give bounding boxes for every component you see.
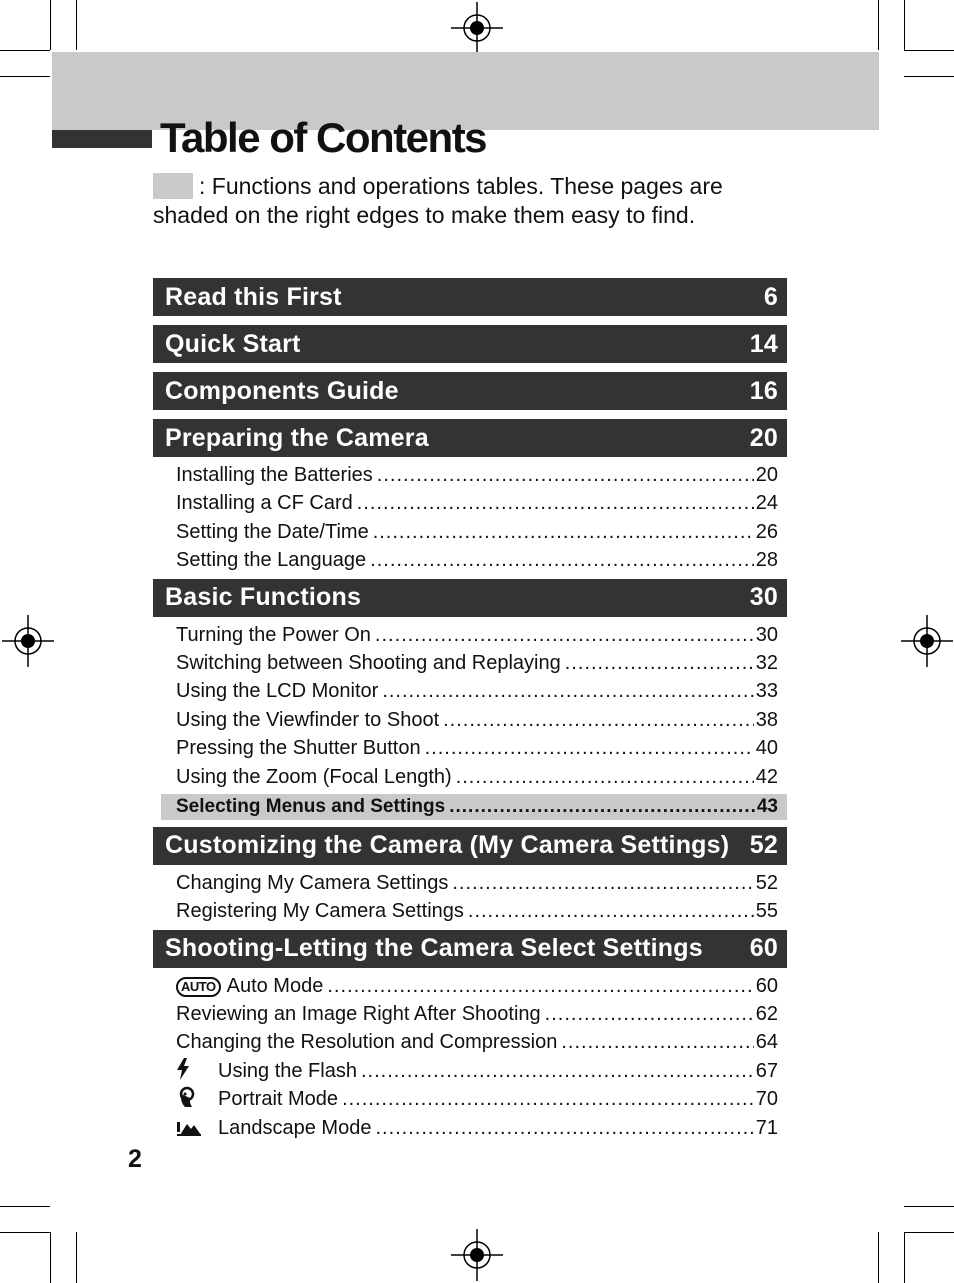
entry-label: Using the Zoom (Focal Length) [176, 765, 452, 788]
entry-label: Changing the Resolution and Compression [176, 1031, 558, 1054]
crop-mark [904, 76, 954, 77]
entry-list [153, 617, 787, 820]
entry-page: 52 [755, 871, 778, 894]
leader-dots [370, 546, 754, 574]
leader-dots [425, 734, 754, 762]
entry-label-with-icon [176, 1085, 338, 1113]
toc-entry[interactable] [153, 546, 787, 574]
section-title: Shooting-Letting the Camera Select Settings [165, 934, 703, 963]
toc-section [153, 325, 787, 363]
crop-mark [878, 0, 879, 50]
section-header[interactable] [153, 579, 787, 617]
toc-entry[interactable] [153, 734, 787, 762]
entry-list [153, 968, 787, 1146]
toc-section [153, 930, 787, 1146]
leader-dots [468, 897, 754, 925]
toc-entry[interactable] [153, 677, 787, 705]
section-title: Preparing the Camera [165, 423, 429, 452]
entry-page: 20 [755, 464, 778, 486]
entry-page: 62 [755, 1003, 778, 1026]
crop-mark [0, 1206, 50, 1207]
toc-entry[interactable] [153, 649, 787, 677]
section-page: 60 [749, 934, 778, 963]
toc-entry[interactable] [153, 1057, 787, 1085]
crop-mark [0, 50, 50, 51]
entry-label: Portrait Mode [218, 1088, 339, 1111]
toc-entry[interactable] [153, 1000, 787, 1028]
leader-dots [357, 489, 754, 517]
toc-section [153, 372, 787, 410]
entry-page: 43 [756, 795, 778, 817]
leader-dots [452, 869, 753, 897]
crop-mark [904, 1232, 954, 1233]
crop-mark [904, 1206, 954, 1207]
crop-mark [76, 1232, 77, 1283]
leader-dots [377, 461, 754, 489]
section-page: 52 [749, 831, 778, 860]
entry-label: Using the Viewfinder to Shoot [176, 708, 440, 731]
toc-entry[interactable] [153, 706, 787, 734]
page-number: 2 [128, 1145, 142, 1173]
entry-page: 42 [755, 765, 778, 788]
entry-label: Auto Mode [226, 974, 324, 997]
leader-dots [342, 1085, 754, 1113]
section-header[interactable] [153, 278, 787, 316]
entry-page: 26 [755, 520, 778, 543]
title-accent-bar [52, 130, 152, 148]
toc-entry-shaded[interactable] [161, 794, 787, 820]
crop-mark [0, 1232, 50, 1233]
entry-page: 71 [755, 1116, 778, 1139]
landscape-icon [176, 1115, 218, 1137]
entry-list [153, 457, 787, 579]
crop-mark [904, 50, 954, 51]
crop-mark [0, 76, 50, 77]
entry-page: 55 [755, 900, 778, 923]
leader-dots [561, 1028, 753, 1056]
entry-label: Registering My Camera Settings [176, 900, 464, 923]
registration-mark-icon [451, 2, 503, 54]
section-page: 14 [749, 329, 778, 358]
toc-entry[interactable] [153, 1085, 787, 1113]
leader-dots [443, 706, 754, 734]
toc-entry[interactable] [153, 897, 787, 925]
entry-page: 30 [755, 623, 778, 646]
entry-label: Selecting Menus and Settings [176, 795, 446, 817]
section-header[interactable] [153, 930, 787, 968]
toc-section [153, 419, 787, 579]
toc-entry[interactable] [153, 1028, 787, 1056]
entry-page: 67 [755, 1059, 778, 1082]
section-header[interactable] [153, 827, 787, 865]
entry-label: Using the Flash [218, 1059, 357, 1082]
table-of-contents [153, 278, 787, 1146]
crop-mark [50, 1232, 51, 1283]
shade-swatch [153, 173, 193, 199]
flash-icon [176, 1058, 218, 1080]
section-page: 16 [749, 376, 778, 405]
section-header[interactable] [153, 372, 787, 410]
entry-label: Installing the Batteries [176, 464, 373, 486]
registration-mark-icon [2, 615, 54, 667]
entry-label-with-icon [176, 1114, 371, 1142]
entry-label-with-badge [176, 972, 323, 1000]
section-header[interactable] [153, 325, 787, 363]
entry-page: 32 [755, 651, 778, 674]
leader-dots [449, 794, 755, 820]
entry-label: Pressing the Shutter Button [176, 737, 421, 760]
auto-mode-icon: AUTO [176, 977, 221, 997]
section-title: Components Guide [165, 376, 399, 405]
section-header[interactable] [153, 419, 787, 457]
toc-entry[interactable] [153, 763, 787, 791]
entry-page: 33 [755, 680, 778, 703]
entry-label: Using the LCD Monitor [176, 680, 379, 703]
crop-mark [878, 1232, 879, 1283]
section-page: 30 [749, 583, 778, 612]
entry-page: 28 [755, 549, 778, 572]
entry-label: Turning the Power On [176, 623, 371, 646]
entry-page: 38 [755, 708, 778, 731]
entry-label: Installing a CF Card [176, 492, 353, 515]
toc-entry[interactable] [153, 972, 787, 1000]
crop-mark [904, 0, 905, 50]
section-page: 6 [763, 282, 778, 311]
intro-note [153, 172, 793, 230]
section-page: 20 [749, 423, 778, 452]
leader-dots [361, 1057, 754, 1085]
entry-label-with-icon [176, 1057, 357, 1085]
leader-dots [456, 763, 754, 791]
registration-mark-icon [451, 1229, 503, 1281]
leader-dots [545, 1000, 754, 1028]
intro-text: : Functions and operations tables. These pages are shaded on the right edges to make them easy to find. [153, 173, 723, 228]
entry-label: Reviewing an Image Right After Shooting [176, 1003, 541, 1026]
toc-section [153, 278, 787, 316]
entry-label: Setting the Language [176, 549, 367, 572]
entry-list [153, 865, 787, 930]
entry-page: 60 [755, 974, 778, 997]
toc-entry[interactable] [153, 1114, 787, 1142]
crop-mark [50, 0, 51, 50]
registration-mark-icon [901, 615, 953, 667]
toc-entry[interactable] [153, 518, 787, 546]
toc-section [153, 579, 787, 820]
leader-dots [375, 1114, 753, 1142]
crop-mark [904, 1232, 905, 1283]
entry-page: 40 [755, 737, 778, 760]
leader-dots [327, 972, 753, 1000]
entry-label: Changing My Camera Settings [176, 871, 449, 894]
entry-label: Landscape Mode [218, 1116, 372, 1139]
page-title: Table of Contents [160, 114, 487, 161]
portrait-icon [176, 1086, 218, 1108]
toc-entry[interactable] [153, 869, 787, 897]
entry-page: 64 [755, 1031, 778, 1054]
leader-dots [373, 518, 754, 546]
toc-entry[interactable] [153, 489, 787, 517]
crop-mark [76, 0, 77, 50]
toc-entry[interactable] [153, 621, 787, 649]
section-title: Customizing the Camera (My Camera Settings) [165, 831, 730, 860]
entry-label: Switching between Shooting and Replaying [176, 651, 561, 674]
leader-dots [382, 677, 753, 705]
section-title: Quick Start [165, 329, 301, 358]
entry-label: Setting the Date/Time [176, 520, 369, 543]
toc-entry[interactable] [153, 461, 787, 489]
section-title: Read this First [165, 282, 342, 311]
entry-page: 24 [755, 492, 778, 515]
leader-dots [375, 621, 754, 649]
entry-page: 70 [755, 1088, 778, 1111]
section-title: Basic Functions [165, 583, 362, 612]
toc-section [153, 827, 787, 930]
leader-dots [565, 649, 754, 677]
